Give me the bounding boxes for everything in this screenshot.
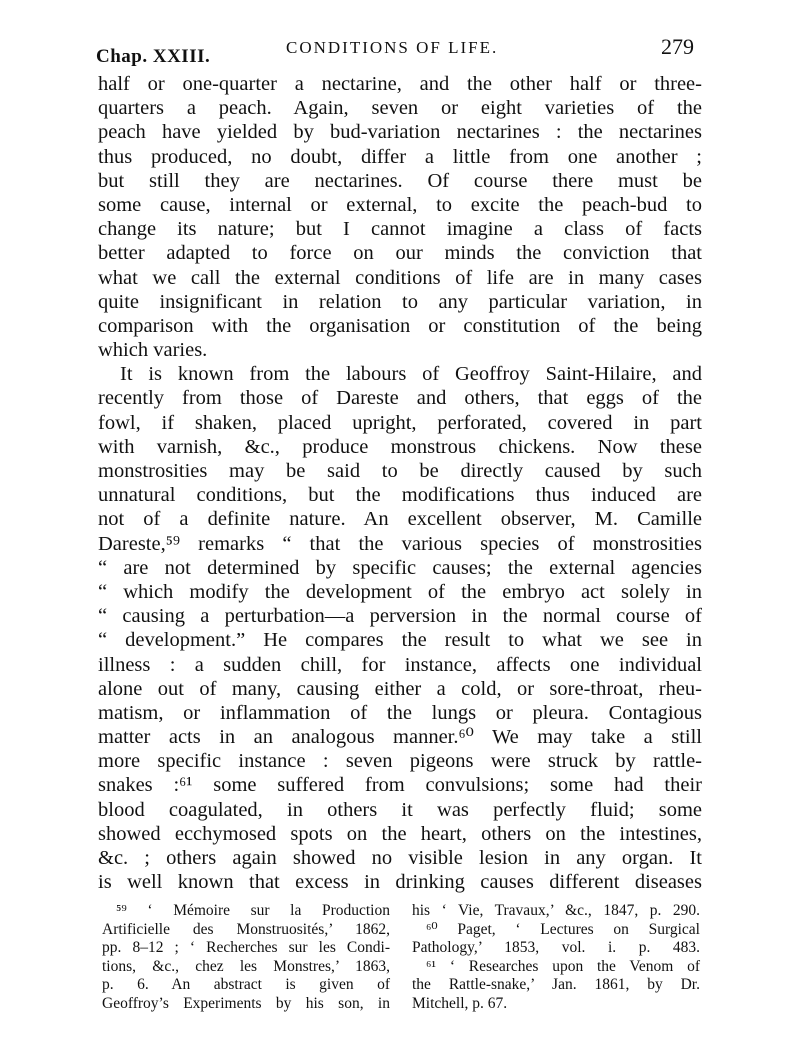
- footnote-line: the Rattle-snake,’ Jan. 1861, by Dr.: [412, 976, 700, 994]
- text-line: alone out of many, causing either a cold, or sore-throat, rheu-: [98, 677, 702, 700]
- text-line: thus produced, no doubt, differ a little from one another ;: [98, 145, 702, 168]
- text-line: some cause, internal or external, to excite the peach-bud to: [98, 193, 702, 216]
- text-line: “ development.” He compares the result to what we see in: [98, 629, 702, 652]
- footnote-line: ⁵⁹ ‘ Mémoire sur la Production: [116, 902, 390, 919]
- text-line: not of a definite nature. An excellent observer, M. Camille: [98, 508, 702, 531]
- text-line: fowl, if shaken, placed upright, perforated, covered in part: [98, 411, 702, 434]
- running-title: CONDITIONS OF LIFE.: [286, 38, 499, 57]
- text-line: “ which modify the development of the embryo act solely in: [98, 580, 702, 603]
- text-line: matter acts in an analogous manner.⁶⁰ We may take a still: [98, 726, 702, 749]
- page-number: 279: [661, 34, 694, 59]
- text-line: unnatural conditions, but the modifications thus induced are: [98, 484, 702, 507]
- footnote-line: ⁶¹ ‘ Researches upon the Venom of: [426, 957, 700, 975]
- page-header: [96, 32, 696, 68]
- text-line: quarters a peach. Again, seven or eight varieties of the: [98, 97, 702, 120]
- text-line: “ are not determined by specific causes; the external agencies: [98, 556, 702, 579]
- text-line: “ causing a perturbation—a perversion in the normal course of: [98, 605, 702, 628]
- text-line: peach have yielded by bud-variation nectarines : the nectarines: [98, 121, 702, 144]
- footnote-line: his ‘ Vie, Travaux,’ &c., 1847, p. 290.: [412, 902, 700, 919]
- footnote-line: ⁶⁰ Paget, ‘ Lectures on Surgical: [426, 920, 700, 938]
- text-line: snakes :⁶¹ some suffered from convulsions; some had their: [98, 774, 702, 797]
- text-line: what we call the external conditions of life are in many cases: [98, 266, 702, 289]
- text-line: more specific instance : seven pigeons were struck by rattle-: [98, 750, 702, 773]
- text-line: &c. ; others again showed no visible lesion in any organ. It: [98, 847, 702, 869]
- text-line: illness : a sudden chill, for instance, affects one individual: [98, 653, 702, 676]
- footnote-line: Mitchell, p. 67.: [412, 994, 508, 1012]
- footnotes-right-column: [412, 902, 700, 1014]
- footnotes-left-column: [102, 902, 390, 1014]
- text-line: Dareste,⁵⁹ remarks “ that the various species of monstrosities: [98, 532, 702, 555]
- text-line: is well known that excess in drinking causes different diseases: [98, 871, 702, 894]
- text-line: blood coagulated, in others it was perfectly fluid; some: [98, 798, 702, 821]
- text-line: quite insignificant in relation to any particular variation, in: [98, 290, 702, 313]
- text-line: showed ecchymosed spots on the heart, others on the intestines,: [98, 822, 702, 845]
- text-line: which varies.: [98, 339, 208, 362]
- chapter-label: Chap. XXIII.: [96, 46, 211, 67]
- footnote-line: Pathology,’ 1853, vol. i. p. 483.: [412, 939, 700, 957]
- body-text: [98, 72, 702, 894]
- footnote-line: Geoffroy’s Experiments by his son, in: [102, 994, 390, 1012]
- paragraph-start-line: It is known from the labours of Geoffroy Saint-Hilaire, and: [120, 363, 702, 386]
- text-line: better adapted to force on our minds the conviction that: [98, 242, 702, 265]
- text-line: matism, or inflammation of the lungs or pleura. Contagious: [98, 701, 702, 724]
- text-line: comparison with the organisation or constitution of the being: [98, 314, 702, 337]
- text-line: monstrosities may be said to be directly caused by such: [98, 460, 702, 482]
- footnote-line: tions, &c., chez les Monstres,’ 1863,: [102, 957, 390, 975]
- text-line: but still they are nectarines. Of course there must be: [98, 169, 702, 192]
- text-line: change its nature; but I cannot imagine a class of facts: [98, 218, 702, 241]
- text-line: recently from those of Dareste and others, that eggs of the: [98, 387, 702, 410]
- text-line: with varnish, &c., produce monstrous chickens. Now these: [98, 435, 702, 458]
- footnote-line: p. 6. An abstract is given of: [102, 976, 390, 994]
- footnote-line: pp. 8–12 ; ‘ Recherches sur les Condi-: [102, 939, 390, 957]
- footnote-line: Artificielle des Monstruosités,’ 1862,: [102, 920, 390, 938]
- text-line: half or one-quarter a nectarine, and the other half or three-: [98, 73, 702, 95]
